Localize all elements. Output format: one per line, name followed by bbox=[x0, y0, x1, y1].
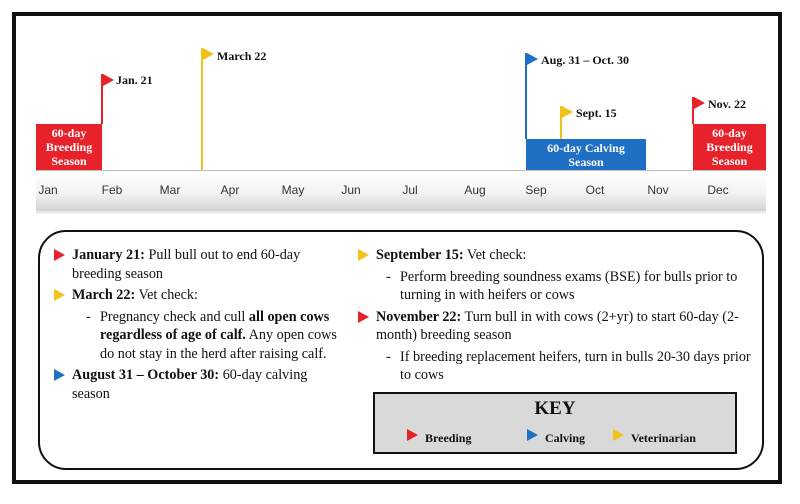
breeding-season-block bbox=[693, 124, 766, 170]
month-label: Jan bbox=[38, 183, 58, 197]
breeding-flag-icon bbox=[694, 97, 705, 109]
sub-text: Any open cows do not stay in the herd after raising calf. bbox=[100, 327, 337, 362]
month-label: Nov bbox=[647, 183, 669, 197]
key-item-breeding bbox=[425, 431, 471, 446]
season-label: 60-day bbox=[51, 126, 87, 140]
season-label: Breeding bbox=[706, 140, 753, 154]
legend-key bbox=[373, 392, 737, 454]
breeding-marker-icon bbox=[407, 429, 418, 441]
flag-label-nov22: Nov. 22 bbox=[708, 97, 747, 111]
month-label: Feb bbox=[101, 183, 123, 197]
breeding-flag-icon bbox=[103, 74, 114, 86]
flag-label-aug31: Aug. 31 – Oct. 30 bbox=[541, 53, 629, 67]
key-label: Veterinarian bbox=[631, 431, 696, 445]
sub-bold-text: all open cows regardless of age of calf. bbox=[100, 308, 330, 343]
veterinarian-marker-icon bbox=[358, 249, 369, 261]
month-label: Dec bbox=[707, 183, 729, 197]
event-march22 bbox=[54, 286, 346, 305]
event-sub-item: - Pregnancy check and cull all open cows regardless of age of calf. Any open cows do not stay in the herd after raising calf. bbox=[86, 308, 337, 362]
season-label: Season bbox=[51, 154, 87, 168]
season-label: Season bbox=[711, 154, 748, 168]
season-label: Season bbox=[568, 154, 604, 169]
event-text: Vet check: bbox=[135, 287, 198, 303]
key-label: Calving bbox=[545, 431, 586, 445]
breeding-marker-icon bbox=[358, 311, 369, 323]
event-sub-item: - Perform breeding soundness exams (BSE) for bulls prior to turning in with heifers or cows bbox=[386, 268, 738, 303]
event-text: Vet check: bbox=[463, 247, 527, 263]
event-text: Turn bull in with cows (2+yr) to start 60-day (2-month) breeding season bbox=[376, 308, 739, 343]
month-label: Apr bbox=[220, 183, 240, 197]
season-label: 60-day bbox=[712, 126, 747, 140]
details-left-column bbox=[54, 246, 346, 406]
calving-marker-icon bbox=[527, 429, 538, 441]
event-jan21 bbox=[54, 246, 346, 283]
month-label: Sep bbox=[525, 183, 547, 197]
sub-text: Perform breeding soundness exams (BSE) for bulls prior to turning in with heifers or cows bbox=[400, 268, 738, 303]
month-label: May bbox=[281, 183, 305, 197]
season-label: Breeding bbox=[45, 140, 93, 154]
veterinarian-flag-icon bbox=[203, 48, 214, 60]
month-label: Oct bbox=[585, 183, 605, 197]
month-label: Mar bbox=[159, 183, 181, 197]
sub-text: Pregnancy check and cull bbox=[100, 308, 249, 325]
month-label: Jul bbox=[402, 183, 418, 197]
month-label: Aug bbox=[464, 183, 486, 197]
event-heading: September 15: bbox=[376, 247, 464, 263]
sub-text: If breeding replacement heifers, turn in bulls 20-30 days prior to cows bbox=[400, 348, 751, 383]
flag-pole bbox=[201, 48, 203, 170]
key-item-veterinarian bbox=[631, 431, 696, 446]
event-text: Pull bull out to end 60-day breeding season bbox=[72, 247, 301, 282]
key-item-calving bbox=[545, 431, 585, 446]
flag-pole bbox=[525, 53, 527, 139]
event-heading: August 31 – October 30: bbox=[72, 367, 220, 383]
calving-marker-icon bbox=[54, 369, 65, 381]
season-label: 60-day Calving bbox=[547, 140, 625, 155]
veterinarian-marker-icon bbox=[54, 289, 65, 301]
key-title: KEY bbox=[534, 398, 576, 419]
event-heading: March 22: bbox=[72, 287, 136, 303]
event-heading: November 22: bbox=[376, 308, 462, 325]
event-sub-item: - If breeding replacement heifers, turn in bulls 20-30 days prior to cows bbox=[386, 348, 751, 383]
flag-label-jan21: Jan. 21 bbox=[116, 73, 153, 87]
veterinarian-marker-icon bbox=[613, 429, 624, 441]
details-right-column bbox=[358, 246, 756, 385]
veterinarian-flag-icon bbox=[562, 106, 573, 118]
breeding-season-block bbox=[36, 124, 102, 170]
flag-label-march22: March 22 bbox=[217, 49, 267, 63]
calving-season-block bbox=[526, 139, 646, 170]
key-label: Breeding bbox=[425, 431, 472, 445]
event-text: 60-day calving season bbox=[72, 367, 308, 402]
event-sept15 bbox=[358, 246, 756, 265]
flag-label-sept15: Sept. 15 bbox=[576, 106, 617, 120]
event-nov22 bbox=[358, 308, 756, 345]
calving-flag-icon bbox=[527, 53, 538, 65]
breeding-marker-icon bbox=[54, 249, 65, 261]
event-aug31 bbox=[54, 366, 346, 403]
month-label: Jun bbox=[341, 183, 361, 197]
event-heading: January 21: bbox=[72, 247, 145, 263]
